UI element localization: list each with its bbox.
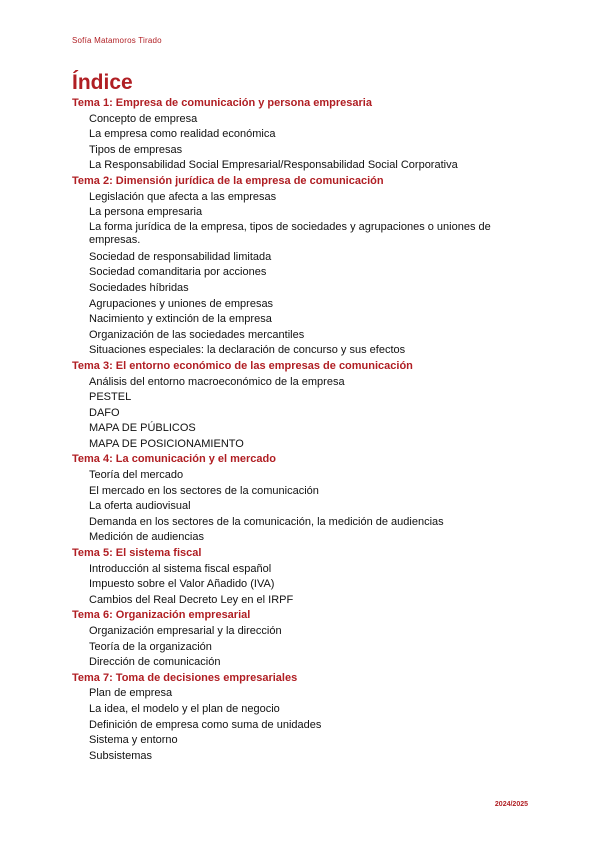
page-title: Índice	[72, 71, 133, 94]
toc-chapter-heading[interactable]: Tema 2: Dimensión jurídica de la empresa de comunicación	[72, 174, 384, 187]
toc-chapter-heading[interactable]: Tema 7: Toma de decisiones empresariales	[72, 671, 298, 684]
toc-entry[interactable]: Plan de empresa	[89, 687, 173, 700]
toc-entry[interactable]: Cambios del Real Decreto Ley en el IRPF	[89, 593, 294, 606]
academic-year: 2024/2025	[494, 801, 528, 808]
toc-entry[interactable]: La empresa como realidad económica	[89, 128, 276, 141]
toc-entry[interactable]: Agrupaciones y uniones de empresas	[89, 297, 274, 310]
toc-entry[interactable]: El mercado en los sectores de la comunicación	[89, 484, 319, 497]
toc-entry[interactable]: Demanda en los sectores de la comunicación, la medición de audiencias	[89, 515, 444, 528]
toc-entry[interactable]: Dirección de comunicación	[89, 656, 221, 669]
toc-entry[interactable]: Medición de audiencias	[89, 531, 204, 544]
toc-chapter-heading[interactable]: Tema 6: Organización empresarial	[72, 609, 251, 622]
toc-entry[interactable]: Impuesto sobre el Valor Añadido (IVA)	[89, 578, 275, 591]
toc-entry[interactable]: La forma jurídica de la empresa, tipos de sociedades y agrupaciones o uniones de empresas.	[89, 220, 491, 246]
toc-entry[interactable]: Subsistemas	[89, 749, 152, 762]
toc-section-tema-3	[72, 359, 532, 453]
toc-entry[interactable]: La persona empresaria	[89, 206, 203, 219]
toc-section-tema-7	[72, 671, 532, 765]
toc-chapter-heading[interactable]: Tema 5: El sistema fiscal	[72, 547, 202, 560]
toc-entry[interactable]: Concepto de empresa	[89, 112, 198, 125]
toc-chapter-heading[interactable]: Tema 1: Empresa de comunicación y persona empresaria	[72, 97, 372, 109]
toc-entry[interactable]: Organización de las sociedades mercantiles	[89, 328, 305, 341]
toc-section-tema-1	[72, 96, 532, 174]
toc-entry[interactable]: MAPA DE POSICIONAMIENTO	[89, 437, 244, 450]
toc-entry[interactable]: Organización empresarial y la dirección	[89, 625, 282, 637]
toc-entry[interactable]: Sociedad comanditaria por acciones	[89, 266, 267, 279]
toc-entry[interactable]: Legislación que afecta a las empresas	[89, 190, 277, 203]
toc-entry[interactable]: La Responsabilidad Social Empresarial/Responsabilidad Social Corporativa	[89, 159, 458, 172]
toc-section-tema-4	[72, 452, 532, 546]
toc-entry[interactable]: Definición de empresa como suma de unidades	[89, 718, 322, 731]
toc-entry[interactable]: DAFO	[89, 406, 120, 419]
toc-entry[interactable]: Teoría de la organización	[89, 640, 212, 653]
toc-entry[interactable]: Sociedad de responsabilidad limitada	[89, 250, 272, 263]
toc-entry[interactable]: PESTEL	[89, 391, 132, 404]
toc-entry[interactable]: Nacimiento y extinción de la empresa	[89, 313, 272, 326]
toc-entry[interactable]: Introducción al sistema fiscal español	[89, 562, 272, 575]
document-author: Sofía Matamoros Tirado	[72, 36, 162, 45]
toc-entry[interactable]: Situaciones especiales: la declaración de concurso y sus efectos	[89, 344, 406, 357]
toc-entry[interactable]: La oferta audiovisual	[89, 500, 191, 513]
toc-entry[interactable]: Sociedades híbridas	[89, 281, 189, 294]
toc-section-tema-2	[72, 174, 532, 359]
toc-entry[interactable]: MAPA DE PÚBLICOS	[89, 422, 196, 435]
toc-chapter-heading[interactable]: Tema 4: La comunicación y el mercado	[72, 453, 276, 466]
toc-entry[interactable]: Teoría del mercado	[89, 469, 184, 482]
toc-entry[interactable]: Sistema y entorno	[89, 734, 178, 747]
toc-chapter-heading[interactable]: Tema 3: El entorno económico de las empresas de comunicación	[72, 359, 413, 372]
toc-entry[interactable]: Tipos de empresas	[89, 143, 183, 156]
toc-section-tema-5	[72, 546, 532, 608]
table-of-contents	[72, 96, 532, 764]
toc-section-tema-6	[72, 608, 532, 670]
toc-entry[interactable]: La idea, el modelo y el plan de negocio	[89, 702, 280, 715]
toc-entry[interactable]: Análisis del entorno macroeconómico de la empresa	[89, 375, 345, 388]
